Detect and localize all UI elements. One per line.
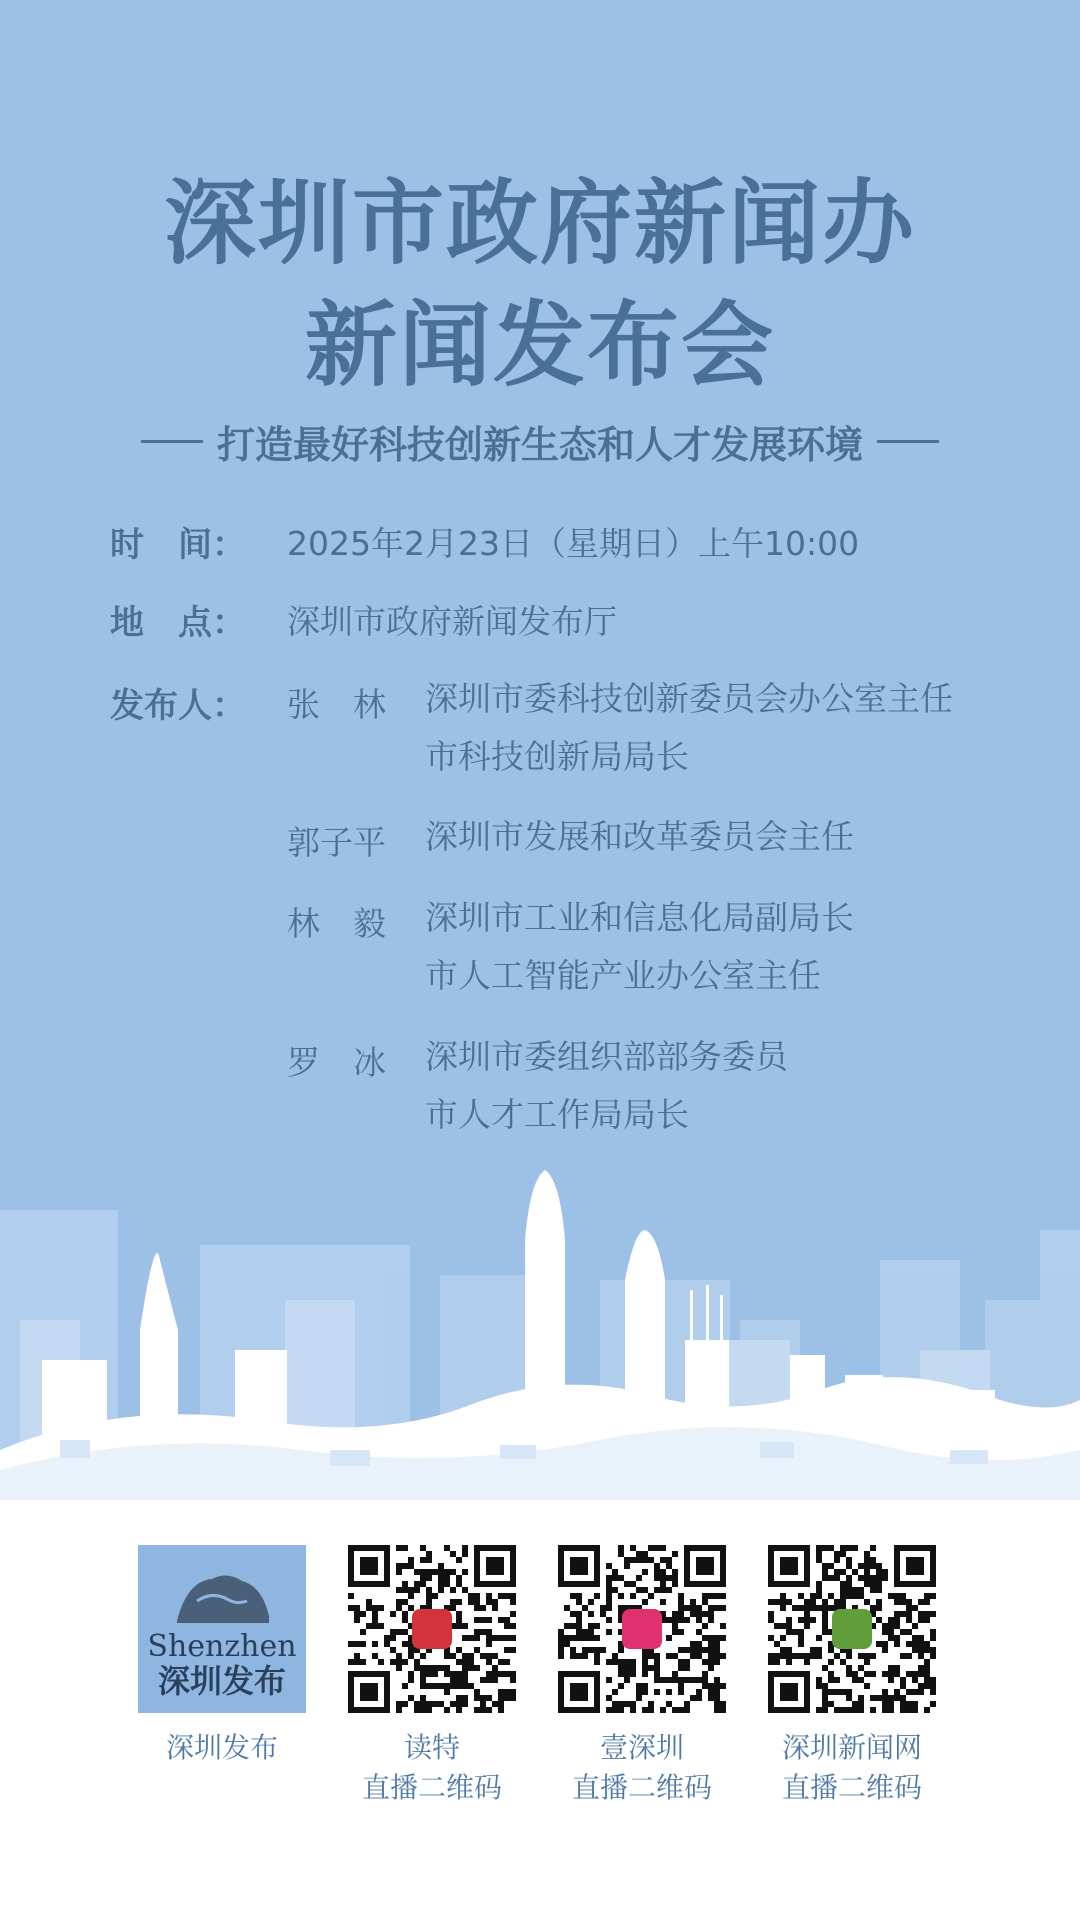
right-dash-divider	[877, 440, 939, 443]
speaker-title: 深圳市委组织部部务委员	[425, 1037, 788, 1076]
speakers-label: 发布人：	[110, 686, 246, 726]
speaker-name: 郭子平	[287, 823, 386, 862]
footer-label-shenzhen-release: 深圳发布	[165, 1731, 278, 1764]
qr-center-logo-icon	[622, 1609, 662, 1649]
logo-english-text: Shenzhen	[147, 1629, 297, 1664]
city-skyline-illustration	[0, 1150, 1080, 1500]
speaker-title: 深圳市发展和改革委员会主任	[425, 817, 854, 856]
place-label: 地 点：	[110, 603, 246, 643]
footer-label-sznews: 深圳新闻网 直播二维码	[781, 1731, 922, 1804]
speaker-title: 市人工智能产业办公室主任	[425, 956, 821, 995]
footer-label-duote: 读特 直播二维码	[361, 1731, 502, 1804]
place-value: 深圳市政府新闻发布厅	[287, 602, 617, 641]
left-dash-divider	[141, 440, 203, 443]
yishenzhen-qr-code	[558, 1545, 726, 1713]
speaker-name: 罗 冰	[287, 1043, 386, 1082]
title-line-2: 新闻发布会	[304, 292, 775, 399]
footer-label-yishenzhen: 壹深圳 直播二维码	[571, 1731, 712, 1804]
subtitle: 打造最好科技创新生态和人才发展环境	[216, 422, 863, 467]
speaker-name: 林 毅	[287, 904, 386, 943]
speaker-title: 深圳市委科技创新委员会办公室主任	[425, 679, 953, 718]
statue-emblem-icon	[167, 1561, 277, 1631]
duote-qr-code	[348, 1545, 516, 1713]
title-line-1: 深圳市政府新闻办	[163, 170, 916, 277]
qr-center-logo-icon	[412, 1609, 452, 1649]
shenzhen-release-logo	[138, 1545, 306, 1713]
time-label: 时 间：	[110, 525, 246, 565]
speaker-title: 市科技创新局局长	[425, 737, 689, 776]
time-value: 2025年2月23日（星期日）上午10:00	[287, 524, 860, 563]
qr-center-logo-icon	[832, 1609, 872, 1649]
speaker-title: 深圳市工业和信息化局副局长	[425, 898, 854, 937]
speaker-name: 张 林	[287, 685, 386, 724]
speaker-title: 市人才工作局局长	[425, 1095, 689, 1134]
subtitle-row	[100, 413, 980, 469]
sznews-qr-code	[768, 1545, 936, 1713]
logo-chinese-text: 深圳发布	[157, 1662, 286, 1700]
